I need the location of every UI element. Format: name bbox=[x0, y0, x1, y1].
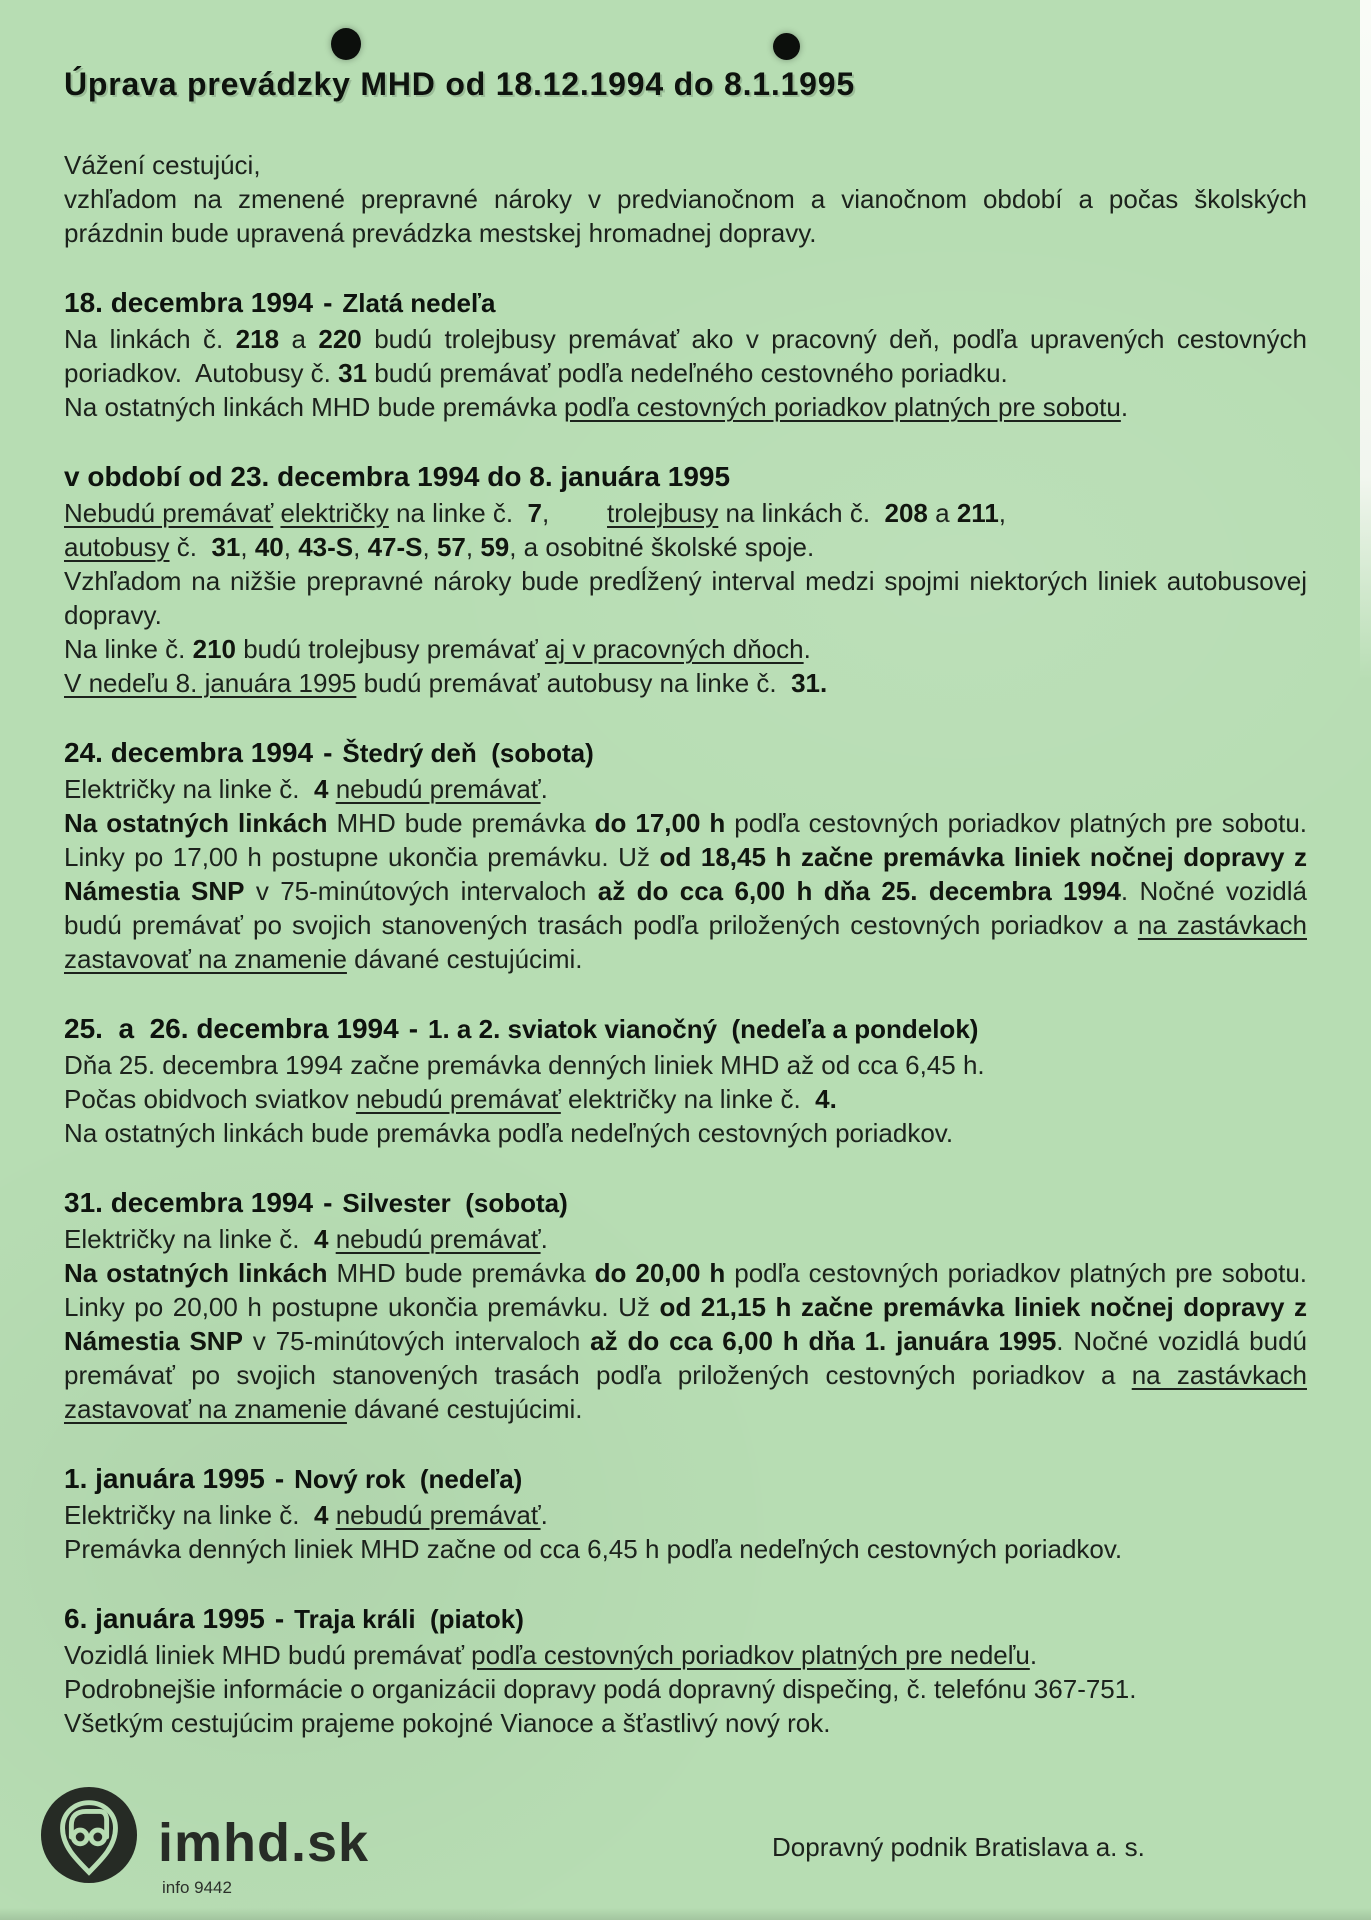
text-run: . bbox=[1120, 392, 1129, 422]
paragraph bbox=[64, 530, 1307, 564]
text-run: podľa cestovných poriadkov platných pre sobotu bbox=[564, 392, 1121, 422]
section-date: 1. januára 1995 bbox=[64, 1463, 265, 1494]
paragraph bbox=[64, 772, 1307, 806]
text-run: nebudú premávať bbox=[355, 1084, 561, 1114]
section-date: 6. januára 1995 bbox=[64, 1603, 265, 1634]
paragraph bbox=[64, 666, 1307, 700]
text-run: na zastávkach zastavovať na znamenie bbox=[64, 1360, 1307, 1424]
text-run: Na ostatných linkách bbox=[64, 1258, 328, 1288]
text-run: podľa cestovných poriadkov platných pre sobotu. Linky po 20,00 h postupne ukončia premávku. Už bbox=[64, 1258, 1307, 1322]
text-run bbox=[328, 774, 335, 804]
paragraph bbox=[64, 1256, 1307, 1426]
text-run: 211 bbox=[956, 498, 999, 528]
paragraph bbox=[64, 1082, 1307, 1116]
text-run: . bbox=[540, 1500, 548, 1530]
text-run: Na linke č. bbox=[64, 634, 193, 664]
paragraph bbox=[64, 1116, 1307, 1150]
text-run: v 75-minútových intervaloch bbox=[242, 1326, 591, 1356]
text-run: od 18,45 h začne premávka liniek nočnej dopravy z Námestia SNP bbox=[64, 842, 1307, 906]
text-run: 208 bbox=[884, 498, 928, 528]
text-run: 4 bbox=[313, 774, 329, 804]
section bbox=[64, 1602, 1307, 1672]
text-run: 57 bbox=[436, 532, 466, 562]
text-run: . Nočné vozidlá budú premávať po svojich stanovených trasách podľa priložených cestovných poriadkov a bbox=[64, 1326, 1307, 1390]
intro-paragraph: vzhľadom na zmenené prepravné nároky v predvianočnom a vianočnom období a počas školských prázdnin bude upravená prevádzka mestskej hromadnej dopravy. bbox=[64, 184, 1307, 248]
text-run: na linkách č. bbox=[718, 498, 885, 528]
section bbox=[64, 1012, 1307, 1150]
paragraph bbox=[64, 390, 1307, 424]
text-run: 40 bbox=[254, 532, 284, 562]
text-run: 59 bbox=[480, 532, 510, 562]
text-run: 4. bbox=[815, 1084, 837, 1114]
section-body bbox=[64, 772, 1307, 976]
section-separator: - bbox=[323, 737, 333, 768]
text-run: , bbox=[422, 532, 437, 562]
section-heading bbox=[64, 1012, 1307, 1046]
text-run: Električky na linke č. bbox=[64, 774, 314, 804]
text-run: V nedeľu 8. januára 1995 bbox=[64, 668, 357, 698]
text-run: Električky na linke č. bbox=[64, 1224, 314, 1254]
section-heading bbox=[64, 1186, 1307, 1220]
text-run: 218 bbox=[235, 324, 280, 354]
text-run: a bbox=[279, 324, 319, 354]
text-run: od 21,15 h začne premávka liniek nočnej dopravy z Námestia SNP bbox=[64, 1292, 1307, 1356]
sections bbox=[64, 286, 1307, 1672]
section-date: 31. decembra 1994 bbox=[64, 1187, 314, 1218]
section-body bbox=[64, 1638, 1307, 1672]
text-run: , bbox=[998, 498, 1007, 528]
text-run: 31 bbox=[211, 532, 241, 562]
text-run: 210 bbox=[192, 634, 236, 664]
section-body bbox=[64, 1048, 1307, 1150]
section-date: 25. a 26. decembra 1994 bbox=[64, 1013, 399, 1044]
text-run: 31 bbox=[338, 358, 368, 388]
text-run: Vzhľadom na nižšie prepravné nároky bude predĺžený interval medzi spojmi niektorých liniek autobusovej dopravy. bbox=[64, 566, 1307, 630]
section-heading bbox=[64, 1462, 1307, 1496]
text-run: električky bbox=[280, 498, 389, 528]
logo-wordmark: imhd.sk bbox=[158, 1813, 370, 1873]
text-run: trolejbusy bbox=[607, 498, 719, 528]
section bbox=[64, 736, 1307, 976]
text-run: . bbox=[803, 634, 811, 664]
text-run: Na ostatných linkách bude premávka podľa nedeľných cestovných poriadkov. bbox=[64, 1118, 954, 1148]
section-body bbox=[64, 322, 1307, 424]
logo-subtext: info 9442 bbox=[162, 1878, 232, 1897]
text-run: podľa cestovných poriadkov platných pre sobotu. Linky po 17,00 h postupne ukončia premávku. Už bbox=[64, 808, 1307, 872]
text-run: 47-S bbox=[367, 532, 423, 562]
paragraph bbox=[64, 1638, 1307, 1672]
text-run: do 20,00 h bbox=[594, 1258, 726, 1288]
section-heading bbox=[64, 1602, 1307, 1636]
paragraph bbox=[64, 1048, 1307, 1082]
text-run: Počas obidvoch sviatkov bbox=[64, 1084, 356, 1114]
section-body bbox=[64, 496, 1307, 700]
paragraph bbox=[64, 322, 1307, 390]
text-run: Nebudú premávať bbox=[64, 498, 274, 528]
text-run: budú premávať autobusy na linke č. bbox=[356, 668, 792, 698]
text-run: až do cca 6,00 h dňa 25. decembra 1994 bbox=[597, 876, 1121, 906]
section-title: Štedrý deň (sobota) bbox=[342, 738, 594, 768]
text-run: č. bbox=[169, 532, 212, 562]
text-run: na zastávkach zastavovať na znamenie bbox=[64, 910, 1307, 974]
paragraph bbox=[64, 806, 1307, 976]
paragraph bbox=[64, 1222, 1307, 1256]
text-run: 7 bbox=[527, 498, 543, 528]
text-run: 4 bbox=[313, 1500, 329, 1530]
text-run: dávané cestujúcimi. bbox=[346, 944, 583, 974]
paragraph bbox=[64, 1498, 1307, 1532]
section-date: v období od 23. decembra 1994 do 8. januára 1995 bbox=[64, 461, 731, 492]
text-run: podľa cestovných poriadkov platných pre nedeľu bbox=[471, 1640, 1030, 1670]
section-separator: - bbox=[274, 1603, 285, 1634]
text-run: Na ostatných linkách MHD bude premávka bbox=[64, 392, 565, 422]
text-run: . bbox=[540, 1224, 548, 1254]
section bbox=[64, 460, 1307, 700]
text-run: 43-S bbox=[298, 532, 354, 562]
section-title: Zlatá nedeľa bbox=[342, 288, 496, 318]
section-heading bbox=[64, 286, 1307, 320]
section-separator: - bbox=[323, 287, 333, 318]
text-run: . Nočné vozidlá budú premávať po svojich stanovených trasách podľa priložených cestovných poriadkov a bbox=[64, 876, 1307, 940]
signature: Dopravný podnik Bratislava a. s. bbox=[772, 1832, 1145, 1862]
text-run: nebudú premávať bbox=[335, 1500, 541, 1530]
text-run: budú premávať podľa nedeľného cestovného poriadku. bbox=[367, 358, 1008, 388]
text-run: autobusy bbox=[64, 532, 170, 562]
text-run: dávané cestujúcimi. bbox=[346, 1394, 583, 1424]
paragraph bbox=[64, 632, 1307, 666]
text-run: . bbox=[1029, 1640, 1038, 1670]
section-body bbox=[64, 1222, 1307, 1426]
page-title: Úprava prevádzky MHD od 18.12.1994 do 8.1.1995 bbox=[64, 66, 855, 102]
section-date: 24. decembra 1994 bbox=[64, 737, 314, 768]
text-run: nebudú premávať bbox=[335, 774, 541, 804]
text-run: , bbox=[465, 532, 481, 562]
section bbox=[64, 286, 1307, 424]
text-run: Na linkách č. bbox=[64, 324, 236, 354]
wish-line: Všetkým cestujúcim prajeme pokojné Vianoce a šťastlivý nový rok. bbox=[64, 1708, 831, 1738]
text-run: 220 bbox=[318, 324, 362, 354]
punch-hole-left bbox=[331, 28, 361, 60]
scan-edge bbox=[1360, 0, 1371, 680]
text-run: a bbox=[927, 498, 957, 528]
text-run: , a osobitné školské spoje. bbox=[509, 532, 815, 562]
text-run: MHD bude premávka bbox=[327, 1258, 595, 1288]
section-separator: - bbox=[274, 1463, 285, 1494]
text-run: , bbox=[542, 498, 608, 528]
section-heading bbox=[64, 460, 1307, 494]
imhd-logo-icon bbox=[40, 1786, 138, 1884]
text-run: v 75-minútových intervaloch bbox=[244, 876, 598, 906]
paragraph bbox=[64, 496, 1307, 530]
section-title: Traja králi (piatok) bbox=[294, 1604, 524, 1634]
text-run: nebudú premávať bbox=[335, 1224, 541, 1254]
section-separator: - bbox=[323, 1187, 333, 1218]
text-run: budú trolejbusy premávať bbox=[236, 634, 545, 664]
section-title: Silvester (sobota) bbox=[342, 1188, 568, 1218]
section bbox=[64, 1186, 1307, 1426]
punch-hole-right bbox=[773, 33, 800, 60]
text-run: . bbox=[540, 774, 548, 804]
text-run: Električky na linke č. bbox=[64, 1500, 314, 1530]
section-title: 1. a 2. sviatok vianočný (nedeľa a pondelok) bbox=[428, 1014, 979, 1044]
section bbox=[64, 1462, 1307, 1566]
text-run: aj v pracovných dňoch bbox=[544, 634, 804, 664]
section-separator: - bbox=[408, 1013, 419, 1044]
text-run: Premávka denných liniek MHD začne od cca 6,45 h podľa nedeľných cestovných poriadkov. bbox=[64, 1534, 1123, 1564]
text-run: až do cca 6,00 h dňa 1. januára 1995 bbox=[590, 1326, 1057, 1356]
scan-shadow bbox=[0, 1908, 1371, 1920]
section-title: Nový rok (nedeľa) bbox=[294, 1464, 523, 1494]
text-run: Vozidlá liniek MHD budú premávať bbox=[64, 1640, 472, 1670]
text-run: električky na linke č. bbox=[560, 1084, 816, 1114]
text-run: Na ostatných linkách bbox=[64, 808, 328, 838]
text-run: do 17,00 h bbox=[594, 808, 726, 838]
paragraph bbox=[64, 1532, 1307, 1566]
text-run: , bbox=[240, 532, 255, 562]
section-body bbox=[64, 1498, 1307, 1566]
text-run: Dňa 25. decembra 1994 začne premávka denných liniek MHD až od cca 6,45 h. bbox=[64, 1050, 985, 1080]
text-run bbox=[328, 1224, 335, 1254]
text-run: 4 bbox=[313, 1224, 329, 1254]
paragraph bbox=[64, 564, 1307, 632]
salutation: Vážení cestujúci, bbox=[64, 150, 261, 180]
text-run: , bbox=[353, 532, 368, 562]
text-run bbox=[328, 1500, 335, 1530]
text-run: budú trolejbusy premávať ako v pracovný deň, podľa upravených cestovných poriadkov. Autobusy č. bbox=[64, 324, 1307, 388]
info-line: Podrobnejšie informácie o organizácii dopravy podá dopravný dispečing, č. telefónu 367-751. bbox=[64, 1674, 1137, 1704]
section-heading bbox=[64, 736, 1307, 770]
text-run: MHD bude premávka bbox=[327, 808, 595, 838]
text-run: , bbox=[283, 532, 299, 562]
text-run: 31. bbox=[791, 668, 828, 698]
text-run: na linke č. bbox=[388, 498, 528, 528]
section-date: 18. decembra 1994 bbox=[64, 287, 314, 318]
